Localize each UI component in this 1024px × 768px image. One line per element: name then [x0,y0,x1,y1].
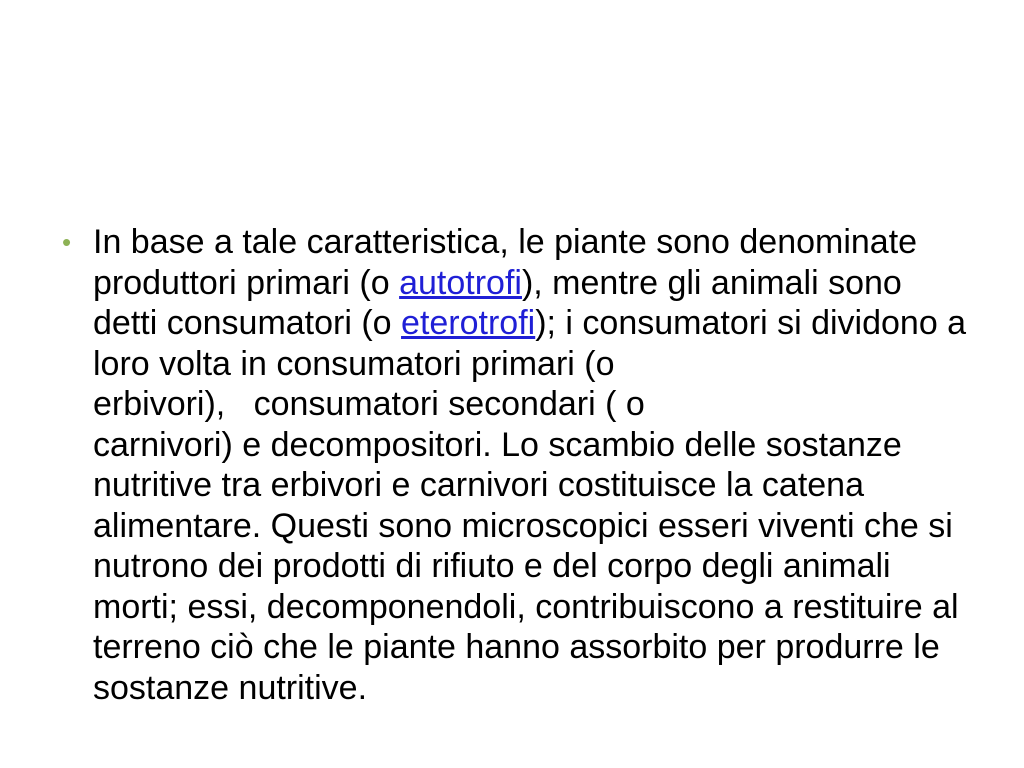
eterotrofi-link[interactable]: eterotrofi [401,304,536,342]
paragraph-text-5: carnivori) e decompositori. Lo scambio delle sostanze nutritive tra erbivori e carnivori costituisce la catena alimentare. Questi sono microscopici esseri viventi che si nutrono dei prodotti di rifiuto e del corpo degli animali morti; essi, decomponendoli, contribuiscono a restituire al terreno ciò che le piante hanno assorbito per produrre le sostanze nutritive. [93,425,959,707]
autotrofi-link[interactable]: autotrofi [399,263,522,302]
bullet-list [62,222,972,708]
paragraph-text-1: In base a tale caratteristica, le piante sono denominate produttori primari (o [93,223,918,302]
bullet-marker: • [62,227,72,257]
bullet-item [62,222,972,708]
paragraph-text-2: ), mentre gli animali sono detti consumatori (o [93,263,902,342]
paragraph-text-3: ); i consumatori si dividono a loro volta in consumatori primari (o [93,304,967,383]
paragraph-text-4: erbivori), consumatori secondari ( o [93,385,645,423]
